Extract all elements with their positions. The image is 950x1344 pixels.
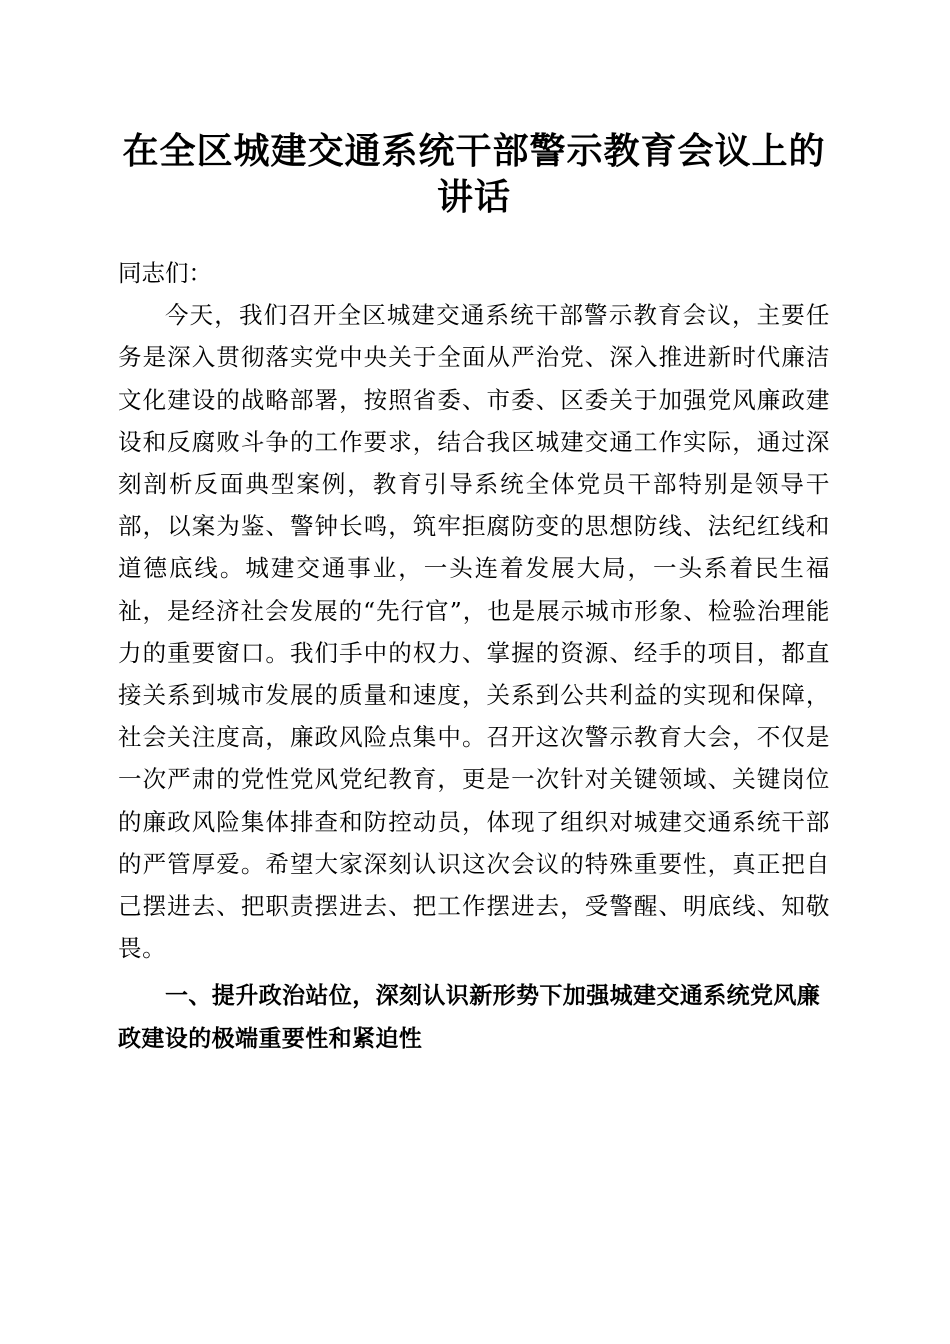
document-title: 在全区城建交通系统干部警示教育会议上的讲话 [122,130,826,218]
document-page [118,128,830,1060]
salutation: 同志们： [118,259,212,287]
section-heading: 一、提升政治站位，深刻认识新形势下加强城建交通系统党风廉政建设的极端重要性和紧迫性 [118,983,821,1052]
intro-paragraph: 今天，我们召开全区城建交通系统干部警示教育会议，主要任务是深入贯彻落实党中央关于全面从严治党、深入推进新时代廉洁文化建设的战略部署，按照省委、市委、区委关于加强党风廉政建设和反腐败斗争的工作要求，结合我区城建交通工作实际，通过深刻剖析反面典型案例，教育引导系统全体党员干部特别是领导干部，以案为鉴、警钟长鸣，筑牢拒腐防变的思想防线、法纪红线和道德底线。城建交通事业，一头连着发展大局，一头系着民生福祉，是经济社会发展的“先行官”，也是展示城市形象、检验治理能力的重要窗口。我们手中的权力、掌握的资源、经手的项目，都直接关系到城市发展的质量和速度，关系到公共利益的实现和保障，社会关注度高，廉政风险点集中。召开这次警示教育大会，不仅是一次严肃的党性党风党纪教育，更是一次针对关键领域、关键岗位的廉政风险集体排查和防控动员，体现了组织对城建交通系统干部的严管厚爱。希望大家深刻认识这次会议的特殊重要性，真正把自己摆进去、把职责摆进去、把工作摆进去，受警醒、明底线、知敬畏。 [118,301,830,963]
